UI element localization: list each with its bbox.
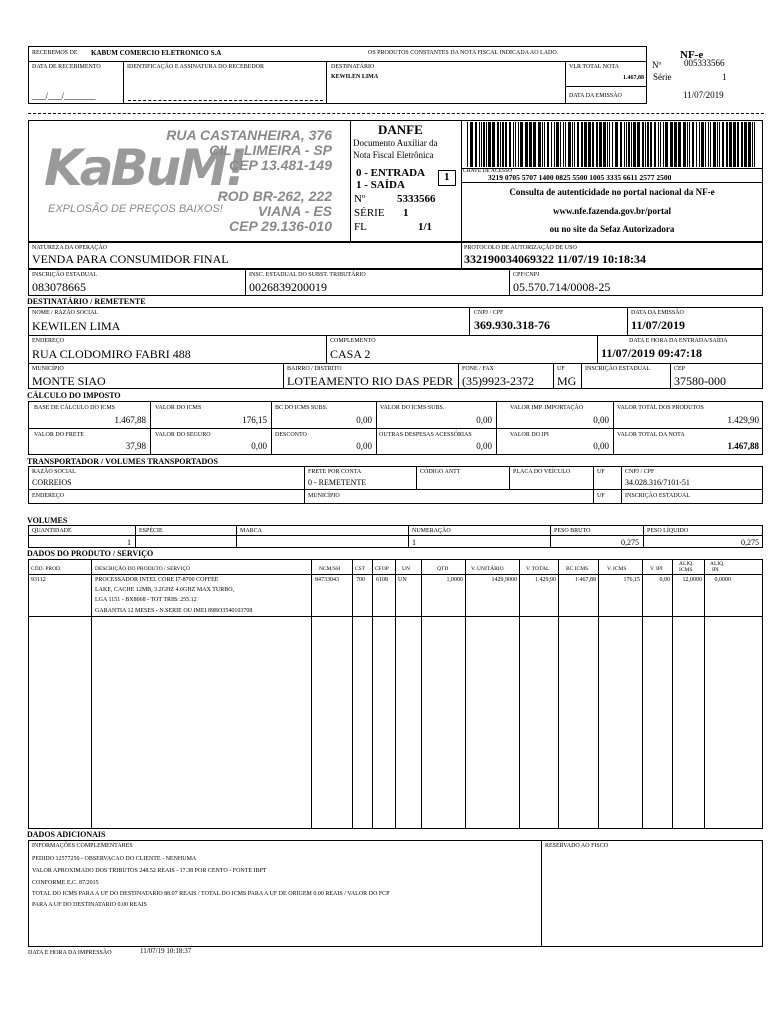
slogan: EXPLOSÃO DE PREÇOS BAIXOS!	[48, 203, 223, 215]
danfe-fl-label: FL	[354, 221, 367, 233]
barcode-bar	[599, 122, 602, 167]
impressao-label: DATA E HORA DA IMPRESSÃO	[28, 950, 112, 956]
item-cod: 93112	[31, 577, 46, 583]
barcode-bar	[596, 122, 598, 167]
ipi-label: VALOR DO IPI	[510, 432, 549, 438]
dest-fone-label: FONE / FAX	[462, 366, 494, 372]
barcode-bar	[529, 122, 532, 167]
item-vtotal: 1.429,90	[535, 577, 556, 583]
iest-label: INSC. ESTADUAL DO SUBST. TRIBUTÁRIO	[249, 272, 366, 278]
barcode-bar	[663, 122, 664, 167]
barcode	[467, 122, 757, 167]
barcode-bar	[660, 122, 661, 167]
portal-link[interactable]: www.nfe.fazenda.gov.br/portal	[553, 206, 671, 216]
barcode-bar	[741, 122, 743, 167]
item-ncm: 84733043	[315, 577, 339, 583]
chave-label: CHAVE DE ACESSO	[463, 168, 513, 174]
desconto-label: DESCONTO	[275, 432, 307, 438]
barcode-bar	[572, 122, 573, 167]
barcode-bar	[500, 122, 501, 167]
barcode-bar	[470, 122, 473, 167]
barcode-bar	[717, 122, 718, 167]
col-vtotal: V. TOTAL	[526, 566, 550, 572]
destinatario-section: DESTINATÁRIO / REMETENTE	[27, 297, 146, 306]
barcode-bar	[538, 122, 541, 167]
seguro-label: VALOR DO SEGURO	[155, 432, 211, 438]
total-nota-value: 1.467,88	[727, 441, 759, 451]
transp-antt-label: CÓDIGO ANTT	[420, 469, 461, 475]
barcode-bar	[687, 122, 688, 167]
barcode-bar	[701, 122, 704, 167]
info-line-5: PARA A UF DO DESTINATARIO 0.00 REAIS	[32, 902, 147, 908]
barcode-bar	[612, 122, 613, 167]
addr1-l2: CIL - LIMEIRA - SP	[209, 142, 332, 158]
barcode-bar	[568, 122, 571, 167]
transp-frete-value: 0 - REMETENTE	[308, 478, 367, 487]
canhoto-recebemos-label: RECEBEMOS DE	[32, 50, 78, 56]
vlr-total-label: VLR TOTAL NOTA	[569, 64, 619, 70]
barcode-bar	[624, 122, 625, 167]
barcode-bar	[515, 122, 516, 167]
barcode-bar	[752, 122, 753, 167]
produtos-section: DADOS DO PRODUTO / SERVIÇO	[27, 549, 154, 558]
dest-cep-label: CEP	[674, 366, 686, 372]
data-recebimento-label: DATA DE RECEBIMENTO	[32, 64, 101, 70]
barcode-bar	[620, 122, 622, 167]
col-aliq-icms-l1: ALIQ.	[679, 561, 694, 567]
barcode-bar	[737, 122, 739, 167]
barcode-bar	[488, 122, 491, 167]
dest-complemento-value: CASA 2	[330, 347, 371, 361]
natureza-label: NATUREZA DA OPERAÇÃO	[32, 245, 108, 251]
col-aliq-ipi-l1: ALIQ.	[710, 561, 725, 567]
transp-cnpj-value: 34.028.316/7101-51	[625, 478, 690, 487]
barcode-bar	[533, 122, 536, 167]
barcode-bar	[551, 122, 552, 167]
barcode-bar	[708, 122, 709, 167]
col-vipi: V. IPI	[650, 566, 663, 572]
info-line-2: VALOR APROXIMADO DOS TRIBUTOS 248.52 REAIS - 17.38 POR CENTO - FONTE IBPT	[32, 868, 267, 874]
valor-icms-label: VALOR DO ICMS	[155, 405, 202, 411]
dest-ie-label: INSCRIÇÃO ESTADUAL	[585, 366, 651, 372]
outras-value: 0,00	[476, 441, 492, 451]
danfe-title: DANFE	[378, 122, 423, 137]
info-line-3: CONFORME E.C. 87/2015	[32, 880, 99, 886]
barcode-bar	[513, 122, 514, 167]
imp-importacao-value: 0,00	[593, 415, 609, 425]
base-icms-label: BASE DE CÁLCULO DO ICMS	[34, 405, 116, 411]
barcode-bar	[670, 122, 673, 167]
vol-quantidade-label: QUANTIDADE	[32, 528, 72, 534]
dest-endereco-value: RUA CLODOMIRO FABRI 488	[32, 347, 191, 361]
barcode-bar	[544, 122, 545, 167]
barcode-bar	[497, 122, 499, 167]
dest-bairro-label: BAIRRO / DISTRITO	[287, 366, 342, 372]
frete-value: 37,98	[125, 441, 146, 451]
item-bcicms: 1.467,88	[575, 577, 596, 583]
dest-emissao-value: 11/07/2019	[631, 318, 686, 332]
item-vipi: 0,00	[659, 577, 670, 583]
barcode-bar	[713, 122, 716, 167]
bc-icms-subs-label: BC DO ICMS SUBS.	[275, 405, 328, 411]
barcode-bar	[696, 122, 697, 167]
nfe-serie-value: 1	[722, 72, 727, 82]
barcode-bar	[689, 122, 690, 167]
base-icms-value: 1.467,88	[114, 415, 146, 425]
transp-razao-value: CORREIOS	[32, 478, 72, 487]
item-desc-l2: LAKE, CACHE 12MB, 3.2GHZ 4.6GHZ MAX TURBO,	[95, 587, 235, 593]
total-produtos-label: VALOR TOTAL DOS PRODUTOS	[617, 405, 704, 411]
col-ncm: NCM/SH	[319, 566, 341, 572]
barcode-bar	[554, 122, 555, 167]
info-line-4: TOTAL DO ICMS PARA A UF DO DESTINATARIO 88.07 REAIS / TOTAL DO ICMS PARA A UF DE ORIGEM 0.00 REAIS / VALOR DO FCP	[32, 891, 390, 897]
barcode-bar	[665, 122, 668, 167]
barcode-bar	[754, 122, 755, 167]
barcode-bar	[481, 122, 482, 167]
item-desc-l3: LGA 1151 - BX8068 - TOT TRIB: 255.12	[95, 597, 197, 603]
vol-peso-bruto-value: 0,275	[621, 538, 639, 547]
barcode-bar	[615, 122, 618, 167]
addr1-l1: RUA CASTANHEIRA, 376	[166, 127, 332, 143]
barcode-bar	[547, 122, 549, 167]
nfe-serie-label: Série	[653, 72, 672, 82]
col-aliq-icms-l2: ICMS	[679, 567, 693, 573]
dest-nome-label: NOME / RAZÃO SOCIAL	[32, 310, 99, 316]
item-desc-l1: PROCESSADOR INTEL CORE I7-8700 COFFEE	[95, 577, 219, 583]
consulta-text: Consulta de autenticidade no portal nacional da NF-e	[509, 187, 715, 197]
barcode-bar	[658, 122, 659, 167]
danfe-tipo: 1	[444, 171, 450, 183]
dest-fone-value: (35)9923-2372	[462, 374, 534, 388]
item-qtd: 1,0000	[446, 577, 463, 583]
ie-value: 083078665	[32, 280, 86, 294]
dest-endereco-label: ENDEREÇO	[32, 338, 64, 344]
vol-peso-liquido-label: PESO LÍQUIDO	[647, 528, 689, 534]
kabum-logo: KaBuM!	[44, 139, 245, 197]
vol-peso-liquido-value: 0,275	[741, 538, 759, 547]
barcode-bar	[654, 122, 656, 167]
barcode-bar	[748, 122, 751, 167]
barcode-bar	[577, 122, 579, 167]
danfe-entrada: 0 - ENTRADA	[356, 167, 426, 179]
dest-uf-label: UF	[557, 366, 565, 372]
barcode-bar	[692, 122, 694, 167]
danfe-saida: 1 - SAÍDA	[356, 179, 405, 191]
danfe-serie-label: SÉRIE	[354, 207, 385, 219]
nfe-numero-label: Nº	[652, 60, 662, 70]
barcode-bar	[633, 122, 636, 167]
danfe-fl: 1/1	[418, 221, 433, 233]
protocolo-value: 332190034069322 11/07/19 10:18:34	[464, 252, 646, 266]
item-vicms: 176,15	[623, 577, 640, 583]
barcode-bar	[520, 122, 523, 167]
transp-uf-label: UF	[597, 469, 605, 475]
emitente-cnpj-label: CPF/CNPJ	[513, 272, 540, 278]
barcode-bar	[475, 122, 477, 167]
dest-cep-value: 37580-000	[674, 374, 726, 388]
data-emissao-value: 11/07/2019	[683, 90, 724, 100]
transp-uf2-label: UF	[597, 493, 605, 499]
transp-frete-label: FRETE POR CONTA	[308, 469, 362, 475]
canhoto-destinatario-value: KEWILEN LIMA	[331, 74, 379, 80]
canhoto-emitente: KABUM COMERCIO ELETRONICO S.A	[91, 49, 222, 57]
nfe-numero-value: 005333566	[684, 58, 725, 68]
barcode-bar	[733, 122, 736, 167]
item-un: UN	[398, 577, 407, 583]
vol-especie-label: ESPÉCIE	[139, 528, 163, 534]
canhoto-destinatario-label: DESTINATÁRIO	[331, 64, 375, 70]
dest-uf-value: MG	[557, 374, 577, 388]
col-vicms: V. ICMS	[607, 566, 627, 572]
total-nota-label: VALOR TOTAL DA NOTA	[617, 432, 685, 438]
ipi-value: 0,00	[593, 441, 609, 451]
emitente-cnpj-value: 05.570.714/0008-25	[513, 280, 611, 294]
barcode-bar	[609, 122, 610, 167]
nfe-title: NF-e	[680, 49, 704, 61]
dest-nome-value: KEWILEN LIMA	[32, 319, 121, 333]
reservado-fisco-label: RESERVADO AO FISCO	[545, 843, 609, 849]
barcode-bar	[574, 122, 575, 167]
barcode-bar	[631, 122, 632, 167]
vol-quantidade-value: 1	[127, 538, 131, 547]
barcode-bar	[584, 122, 587, 167]
barcode-bar	[650, 122, 652, 167]
valor-icms-subs-value: 0,00	[476, 415, 492, 425]
imposto-section: CÁLCULO DO IMPOSTO	[27, 391, 121, 400]
valor-icms-subs-label: VALOR DO ICMS SUBS.	[380, 405, 445, 411]
transp-cnpj-label: CNPJ / CPF	[625, 469, 655, 475]
dest-complemento-label: COMPLEMENTO	[330, 338, 376, 344]
info-compl-label: INFORMAÇÕES COMPLEMENTARES	[32, 843, 133, 849]
barcode-bar	[542, 122, 543, 167]
chave-value: 3219 0705 5707 1400 0825 5500 1005 3335 6611 2577 2500	[488, 173, 672, 182]
barcode-bar	[719, 122, 720, 167]
item-cst: 700	[356, 577, 365, 583]
barcode-bar	[637, 122, 640, 167]
dest-cnpj-value: 369.930.318-76	[474, 318, 550, 332]
signature-line[interactable]	[128, 100, 323, 101]
vol-numeracao-value: 1	[412, 538, 416, 547]
barcode-bar	[744, 122, 747, 167]
item-garantia: GARANTIA 12 MESES - N.SERIE OU IMEI 89BO3540103708	[95, 608, 253, 614]
barcode-bar	[607, 122, 608, 167]
volumes-section: VOLUMES	[27, 516, 68, 525]
barcode-bar	[729, 122, 732, 167]
col-bcicms: BC ICMS	[566, 566, 589, 572]
danfe-subtitle-l1: Documento Auxiliar da	[353, 138, 438, 148]
danfe-serie: 1	[403, 207, 409, 219]
item-vunit: 1429,9000	[491, 577, 517, 583]
col-qtd: QTD	[437, 566, 449, 572]
barcode-bar	[645, 122, 646, 167]
barcode-bar	[603, 122, 606, 167]
vlr-total-value: 1.467,88	[623, 75, 644, 81]
barcode-bar	[726, 122, 728, 167]
barcode-bar	[674, 122, 677, 167]
bc-icms-subs-value: 0,00	[356, 415, 372, 425]
desconto-value: 0,00	[356, 441, 372, 451]
transportador-section: TRANSPORTADOR / VOLUMES TRANSPORTADOS	[27, 457, 218, 466]
outras-label: OUTRAS DESPESAS ACESSÓRIAS	[379, 432, 472, 438]
dest-bairro-value: LOTEAMENTO RIO DAS PEDR	[287, 375, 454, 388]
total-produtos-value: 1.429,90	[727, 415, 759, 425]
danfe-subtitle-l2: Nota Fiscal Eletrônica	[353, 150, 434, 160]
barcode-bar	[642, 122, 644, 167]
addr2-l2: VIANA - ES	[257, 203, 332, 219]
addr1-l3: CEP 13.481-149	[229, 157, 332, 173]
dest-cnpj-label: CNPJ / CPF	[474, 310, 504, 316]
barcode-bar	[479, 122, 480, 167]
barcode-bar	[518, 122, 519, 167]
barcode-bar	[683, 122, 686, 167]
col-vunit: V. UNITÁRIO	[471, 566, 504, 572]
col-aliq-ipi-l2: IPI	[712, 567, 719, 573]
barcode-bar	[565, 122, 566, 167]
seguro-value: 0,00	[251, 441, 267, 451]
dest-municipio-value: MONTE SIAO	[32, 374, 106, 388]
barcode-bar	[483, 122, 485, 167]
item-aliq-ipi: 0,0000	[714, 577, 731, 583]
barcode-bar	[592, 122, 594, 167]
barcode-bar	[563, 122, 564, 167]
valor-icms-value: 176,15	[242, 415, 267, 425]
barcode-bar	[560, 122, 561, 167]
transp-municipio-label: MUNICÍPIO	[308, 493, 340, 499]
barcode-bar	[467, 122, 468, 167]
barcode-bar	[502, 122, 504, 167]
barcode-bar	[505, 122, 507, 167]
barcode-bar	[509, 122, 511, 167]
info-line-1: PEDIDO 12577250 - OBSERVACAO DO CLIENTE - NENHUMA	[32, 856, 197, 862]
transp-endereco-label: ENDEREÇO	[32, 493, 64, 499]
barcode-bar	[581, 122, 583, 167]
adicionais-section: DADOS ADICIONAIS	[27, 830, 106, 839]
imp-importacao-label: VALOR IMP. IMPORTAÇÃO	[510, 405, 584, 411]
barcode-bar	[678, 122, 681, 167]
sefaz-text: ou no site da Sefaz Autorizadora	[549, 224, 675, 234]
barcode-bar	[699, 122, 700, 167]
barcode-bar	[556, 122, 559, 167]
canhoto-produtos-text: OS PRODUTOS CONSTANTES DA NOTA FISCAL INDICADA AO LADO.	[368, 50, 559, 56]
col-desc: DESCRIÇÃO DO PRODUTO / SERVIÇO	[95, 566, 191, 572]
barcode-bar	[647, 122, 649, 167]
item-cfop: 6108	[376, 577, 388, 583]
dest-entrada-saida-value: 11/07/2019 09:47:18	[601, 346, 702, 360]
barcode-bar	[722, 122, 724, 167]
data-recebimento-value[interactable]: ___/___/_______	[32, 91, 96, 101]
data-emissao-label: DATA DA EMISSÃO	[569, 93, 622, 99]
iest-value: 0026839200019	[249, 280, 327, 294]
natureza-value: VENDA PARA CONSUMIDOR FINAL	[32, 252, 229, 266]
ie-label: INSCRIÇÃO ESTADUAL	[32, 272, 98, 278]
barcode-bar	[710, 122, 711, 167]
col-cfop: CFOP	[375, 566, 389, 572]
barcode-bar	[492, 122, 495, 167]
barcode-bar	[628, 122, 630, 167]
dest-entrada-saida-label: DATA E HORA DA ENTRADA/SAÍDA	[629, 338, 728, 344]
item-aliq-icms: 12,0000	[682, 577, 702, 583]
col-cod: CÓD. PROD.	[31, 566, 62, 572]
col-un: UN	[402, 566, 410, 572]
cut-line	[28, 113, 764, 114]
col-cst: CST	[355, 566, 366, 572]
addr2-l3: CEP 29.136-010	[229, 218, 332, 234]
dest-emissao-label: DATA DA EMISSÃO	[631, 310, 684, 316]
danfe-numero: 5333566	[397, 193, 436, 205]
barcode-bar	[588, 122, 591, 167]
transp-razao-label: RAZÃO SOCIAL	[32, 469, 76, 475]
impressao-value: 11/07/19 10:18:37	[140, 947, 192, 955]
dest-municipio-label: MUNICÍPIO	[32, 366, 64, 372]
barcode-bar	[626, 122, 627, 167]
vol-marca-label: MARCA	[240, 528, 263, 534]
transp-ie-label: INSCRIÇÃO ESTADUAL	[625, 493, 691, 499]
vol-peso-bruto-label: PESO BRUTO	[554, 528, 591, 534]
barcode-bar	[525, 122, 528, 167]
vol-numeracao-label: NUMERAÇÃO	[412, 528, 451, 534]
protocolo-label: PROTOCOLO DE AUTORIZAÇÃO DE USO	[464, 245, 577, 251]
frete-label: VALOR DO FRETE	[34, 432, 84, 438]
barcode-bar	[705, 122, 706, 167]
ident-assinatura-label: IDENTIFICAÇÃO E ASSINATURA DO RECEBEDOR	[127, 64, 265, 70]
transp-placa-label: PLACA DO VEÍCULO	[513, 469, 571, 475]
barcode-bar	[486, 122, 487, 167]
danfe-numero-label: Nº	[354, 193, 366, 205]
addr2-l1: ROD BR-262, 222	[217, 188, 332, 204]
